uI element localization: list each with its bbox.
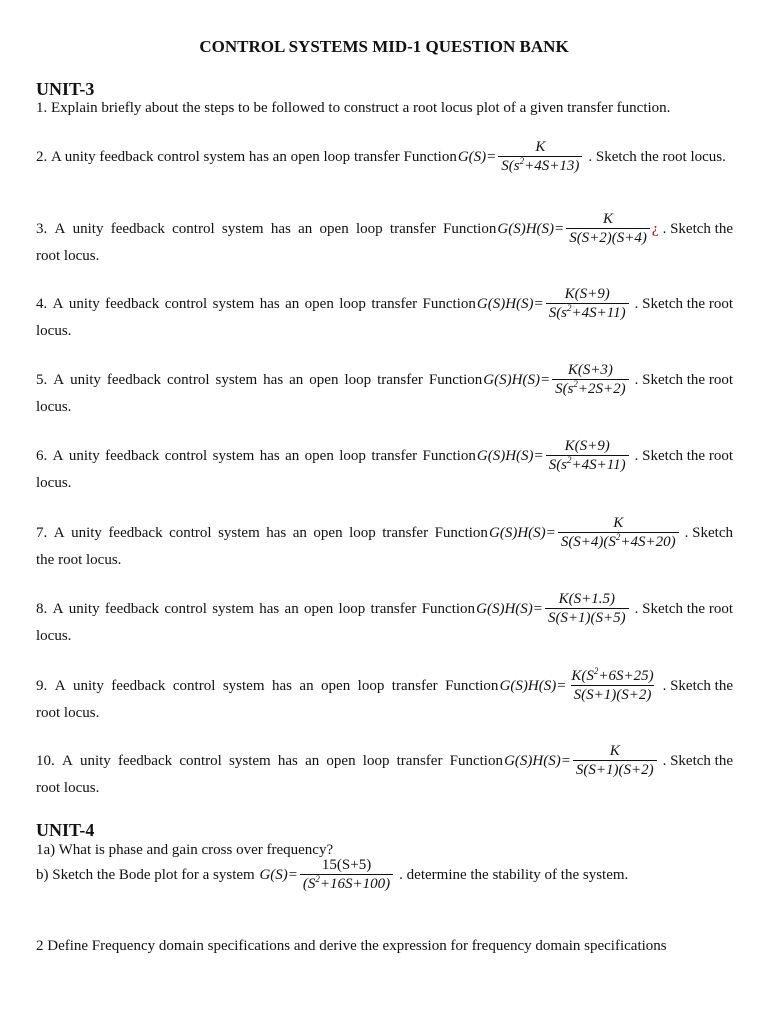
lead-word: feedback (105, 295, 160, 312)
lead-word: loop (344, 371, 372, 388)
lead-word: system (222, 677, 265, 694)
lead-word: has (248, 148, 269, 165)
question-instruction: . Sketch the root (634, 371, 733, 388)
lead-word: transfer (371, 295, 418, 312)
question-1b-text: b) Sketch the Bode plot for a system (36, 866, 255, 883)
fraction-numerator: K (535, 139, 546, 155)
lead-word: control (164, 295, 208, 312)
fraction (545, 591, 629, 626)
question-number: 2. (36, 148, 48, 165)
lead-word: Function (428, 371, 483, 388)
lead-word: transfer (396, 752, 443, 769)
lead-word: an (284, 600, 299, 617)
lead-word: Function (443, 220, 497, 237)
lead-word: loop (339, 295, 366, 312)
transfer-function (477, 438, 631, 473)
question-continuation: locus. (36, 323, 72, 339)
lead-word: loop (338, 600, 366, 617)
page-title: CONTROL SYSTEMS MID-1 QUESTION BANK (199, 37, 569, 56)
question-4 (36, 286, 733, 345)
transfer-function-lhs: G(S)= (259, 866, 298, 883)
fraction (300, 857, 393, 892)
lead-word: system (221, 220, 264, 237)
question-lead-text (36, 595, 475, 623)
question-number: 4. (36, 295, 48, 312)
lead-word: an (272, 148, 287, 165)
transfer-function (489, 515, 681, 550)
lead-word: unity (73, 677, 104, 694)
question-lead-text (36, 215, 496, 243)
question-lead-text (36, 442, 476, 470)
question-3 (36, 211, 733, 270)
lead-word: A (52, 447, 64, 464)
lead-word: loop (362, 752, 390, 769)
question-number: 9. (36, 677, 48, 694)
fraction-denominator: $S(s^2+4S+11)$ (546, 303, 629, 321)
fraction-numerator: K (609, 743, 620, 759)
question-2-unit4: 2 Define Frequency domain specifications and derive the expression for frequency domain specifications (36, 938, 667, 954)
fraction-denominator: S(S+1)(S+2) (571, 685, 655, 703)
fraction-denominator: S(S+1)(S+5) (545, 608, 629, 626)
question-instruction: . Sketch the root (634, 295, 733, 312)
fraction-numerator: K(S+3) (567, 362, 613, 378)
transfer-function-lhs: G(S)H(S)= (476, 600, 543, 617)
question-number: 5. (36, 371, 48, 388)
lead-word: an (298, 220, 313, 237)
unit3-heading: UNIT-3 (36, 79, 95, 99)
fraction-denominator: S(S+1)(S+2) (573, 760, 657, 778)
lead-word: open (326, 752, 356, 769)
lead-word: open (304, 295, 334, 312)
fraction-denominator: $S(s^2+2S+2)$ (552, 379, 629, 397)
lead-word: A (52, 600, 64, 617)
lead-word: unity (71, 524, 102, 541)
transfer-function-lhs: G(S)H(S)= (483, 371, 551, 388)
lead-word: control (167, 371, 210, 388)
question-continuation: root locus. (36, 248, 100, 264)
lead-word: feedback (118, 752, 173, 769)
question-7 (36, 515, 733, 574)
lead-word: an (299, 677, 314, 694)
fraction (546, 286, 629, 321)
fraction-numerator: K(S+9) (564, 286, 610, 302)
lead-word: feedback (110, 220, 165, 237)
lead-word: feedback (99, 148, 154, 165)
question-lead-text (36, 672, 499, 700)
question-instruction: . Sketch the root (634, 600, 733, 617)
lead-word: feedback (104, 600, 160, 617)
fraction (498, 139, 582, 174)
question-number: 6. (36, 447, 48, 464)
lead-word: transfer (371, 447, 418, 464)
question-instruction: . Sketch (684, 524, 733, 541)
question-instruction: . Sketch the (662, 677, 733, 694)
lead-word: feedback (108, 524, 163, 541)
transfer-function (259, 857, 395, 892)
fraction-numerator: $K(S^2+6S+25)$ (571, 666, 654, 684)
lead-word: system (212, 295, 255, 312)
lead-word: an (285, 447, 300, 464)
fraction-denominator: $(S^2+16S+100)$ (300, 874, 393, 892)
transfer-function-lhs: G(S)= (457, 148, 497, 165)
fraction-numerator: K (603, 211, 614, 227)
lead-word: A (54, 677, 66, 694)
transfer-function (458, 139, 585, 174)
lead-word: has (259, 600, 280, 617)
lead-word: has (259, 447, 280, 464)
lead-word: an (285, 295, 300, 312)
transfer-function (497, 211, 658, 246)
lead-word: open (304, 447, 334, 464)
transfer-function (476, 591, 631, 626)
fraction (568, 668, 656, 703)
question-lead-text (36, 747, 503, 775)
lead-word: has (266, 524, 287, 541)
lead-word: unity (72, 220, 104, 237)
lead-word: open (313, 524, 343, 541)
question-continuation: the root locus. (36, 552, 122, 568)
lead-word: has (270, 220, 291, 237)
transfer-function (504, 743, 659, 778)
lead-word: system (215, 371, 258, 388)
lead-word: transfer (377, 371, 423, 388)
unit4-heading: UNIT-4 (36, 820, 95, 840)
question-continuation: locus. (36, 628, 72, 644)
question-instruction: . Sketch the root (634, 447, 733, 464)
lead-word: loop (323, 148, 351, 165)
lead-word: transfer (391, 677, 438, 694)
question-1a: 1a) What is phase and gain cross over frequency? (36, 842, 334, 858)
lead-word: control (169, 524, 212, 541)
lead-word: feedback (111, 677, 166, 694)
lead-word: an (292, 524, 307, 541)
fraction (558, 515, 679, 550)
lead-word: unity (79, 752, 111, 769)
lead-word: A (54, 220, 66, 237)
lead-word: Function (422, 295, 476, 312)
lead-word: loop (357, 677, 385, 694)
lead-word: Function (422, 447, 476, 464)
question-continuation: locus. (36, 399, 72, 415)
lead-word: control (172, 220, 215, 237)
fraction-numerator: K (613, 515, 624, 531)
question-instruction: . Sketch the root locus. (588, 148, 726, 165)
lead-word: Function (445, 677, 499, 694)
question-lead-text (36, 366, 482, 394)
transfer-function (483, 362, 630, 397)
lead-word: Function (403, 148, 457, 165)
question-6 (36, 438, 733, 497)
lead-word: feedback (106, 371, 162, 388)
rendering-artifact-glyph: ¿ (651, 220, 659, 237)
lead-word: system (212, 447, 255, 464)
lead-word: an (305, 752, 320, 769)
fraction (566, 211, 650, 246)
lead-word: control (164, 447, 208, 464)
fraction-denominator: $S(s^2+4S+13)$ (498, 156, 582, 174)
transfer-function-lhs: G(S)H(S)= (497, 220, 565, 237)
lead-word: has (259, 295, 280, 312)
fraction-numerator: 15(S+5) (321, 857, 372, 873)
fraction-numerator: K(S+1.5) (558, 591, 615, 607)
lead-word: A (53, 524, 65, 541)
lead-word: unity (70, 371, 101, 388)
lead-word: transfer (382, 524, 429, 541)
lead-word: Function (421, 600, 476, 617)
lead-word: unity (68, 600, 100, 617)
lead-word: transfer (389, 220, 436, 237)
lead-word: loop (349, 524, 376, 541)
lead-word: system (218, 524, 260, 541)
transfer-function-lhs: G(S)H(S)= (489, 524, 556, 541)
lead-word: system (203, 148, 246, 165)
question-continuation: root locus. (36, 705, 100, 721)
lead-word: control (179, 752, 222, 769)
fraction-numerator: K(S+9) (564, 438, 610, 454)
transfer-function-lhs: G(S)H(S)= (476, 447, 544, 464)
question-8 (36, 591, 733, 650)
lead-word: A (53, 371, 65, 388)
lead-word: feedback (105, 447, 160, 464)
question-5 (36, 362, 733, 421)
lead-word: open (319, 220, 349, 237)
lead-word: an (289, 371, 304, 388)
question-2 (36, 139, 733, 174)
question-lead-text (36, 519, 488, 547)
question-continuation: locus. (36, 475, 72, 491)
lead-word: open (304, 600, 334, 617)
transfer-function (500, 668, 659, 703)
lead-word: has (263, 371, 284, 388)
lead-word: loop (355, 220, 383, 237)
fraction (552, 362, 629, 397)
lead-word: unity (68, 447, 100, 464)
transfer-function-lhs: G(S)H(S)= (504, 752, 571, 769)
question-number: 10. (36, 752, 55, 769)
lead-word: unity (64, 148, 96, 165)
question-10 (36, 743, 733, 802)
fraction (546, 438, 629, 473)
question-number: 7. (36, 524, 48, 541)
fraction-denominator: S(S+2)(S+4) (566, 228, 650, 246)
question-number: 3. (36, 220, 48, 237)
lead-word: control (172, 677, 216, 694)
lead-word: unity (68, 295, 100, 312)
transfer-function-lhs: G(S)H(S)= (476, 295, 544, 312)
fraction (573, 743, 657, 778)
question-instruction: . Sketch the (662, 220, 733, 237)
question-number: 8. (36, 600, 48, 617)
transfer-function (477, 286, 631, 321)
question-1b (36, 857, 733, 892)
lead-word: A (51, 148, 62, 165)
question-9 (36, 668, 733, 727)
question-continuation: root locus. (36, 780, 100, 796)
lead-word: transfer (370, 600, 417, 617)
question-lead-text (51, 143, 457, 171)
fraction-denominator: $S(S+4)(S^2+4S+20)$ (558, 532, 679, 550)
question-instruction: . determine the stability of the system. (399, 866, 629, 883)
lead-word: open (309, 371, 339, 388)
question-instruction: . Sketch the (662, 752, 733, 769)
fraction-denominator: $S(s^2+4S+11)$ (546, 455, 629, 473)
lead-word: control (164, 600, 207, 617)
lead-word: Function (449, 752, 503, 769)
lead-word: open (290, 148, 320, 165)
lead-word: A (52, 295, 64, 312)
lead-word: has (277, 752, 298, 769)
lead-word: has (271, 677, 292, 694)
lead-word: system (212, 600, 254, 617)
lead-word: A (61, 752, 73, 769)
lead-word: open (321, 677, 351, 694)
lead-word: loop (339, 447, 366, 464)
lead-word: system (229, 752, 271, 769)
transfer-function-lhs: G(S)H(S)= (499, 677, 567, 694)
question-lead-text (36, 290, 476, 318)
lead-word: control (157, 148, 200, 165)
lead-word: transfer (353, 148, 400, 165)
lead-word: Function (434, 524, 488, 541)
question-1: 1. Explain briefly about the steps to be followed to construct a root locus plot of a given transfer function. (36, 100, 671, 116)
